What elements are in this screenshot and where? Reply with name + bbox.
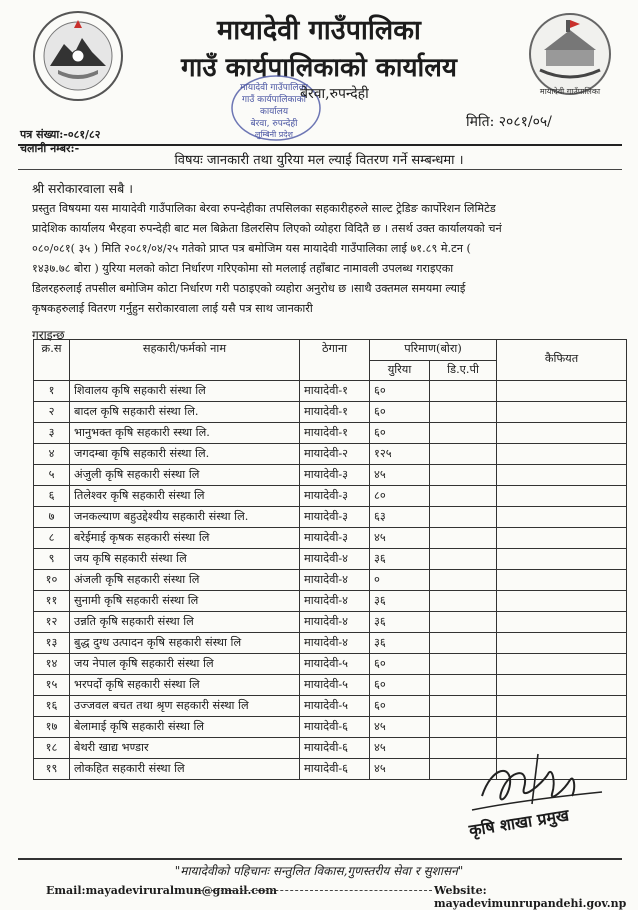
- cell-sn: ४: [34, 444, 70, 465]
- cell-sn: १३: [34, 633, 70, 654]
- cell-dap: [430, 612, 497, 633]
- table-row: [34, 423, 627, 444]
- cell-name: बरेईमाई कृषक सहकारी संस्था लि: [70, 528, 300, 549]
- cell-dap: [430, 696, 497, 717]
- stamp-line-3: कार्यालय: [259, 107, 289, 117]
- subject-divider: [18, 169, 622, 170]
- cell-dap: [430, 381, 497, 402]
- stamp-line-1: मायादेवी गाउँपालिका: [240, 83, 308, 93]
- municipality-logo-icon: [520, 10, 620, 102]
- body-line: प्रस्तुत विषयमा यस मायादेवी गाउँपालिका बेरवा रुपन्देहीका तपसिलका सहकारीहरुले साल्ट ट्रेडिङ कार्पोरेशन लिमिटेड: [32, 202, 496, 215]
- cell-dap: [430, 717, 497, 738]
- cell-urea: ६३: [370, 507, 430, 528]
- body-line: १४३७.७८ बोरा ) युरिया मलको कोटा निर्धारण गरिएकोमा सो मललाई तहाँबाट नामावली उपलब्ध गराइएका: [32, 262, 454, 275]
- header-divider: [18, 144, 622, 146]
- letter-subject: विषयः जानकारी तथा युरिया मल ल्याई वितरण गर्ने सम्बन्धमा ।: [174, 153, 464, 168]
- table-row: [34, 675, 627, 696]
- cell-dap: [430, 591, 497, 612]
- cell-name: अंजली कृषि सहकारी संस्था लि: [70, 570, 300, 591]
- cell-urea: ४५: [370, 759, 430, 780]
- cell-remarks: [497, 675, 627, 696]
- cell-address: मायादेवी-५: [300, 675, 370, 696]
- cell-sn: ९: [34, 549, 70, 570]
- header-address: ठेगाना: [300, 340, 370, 381]
- signature-designation: कृषि शाखा प्रमुख: [467, 805, 571, 840]
- cell-remarks: [497, 633, 627, 654]
- footer-motto: "मायादेवीको पहिचानः सन्तुलित विकास,गुणस्तरीय सेवा र सुशासन": [174, 864, 464, 878]
- cell-name: भरपर्दो कृषि सहकारी संस्था लि: [70, 675, 300, 696]
- body-line: डिलरहरुलाई तपसील बमोजिम कोटा निर्धारण गरी पठाइएको व्यहोरा अनुरोध छ ।साथै उक्तमल समयमा ल्याई: [32, 282, 466, 295]
- stamp-line-5: लुम्बिनी प्रदेश: [255, 130, 293, 139]
- body-line: कृषकहरुलाई वितरण गर्नुहुन सरोकारवाला लाई यसै पत्र साथ जानकारी: [32, 302, 313, 315]
- cell-address: मायादेवी-६: [300, 717, 370, 738]
- cell-urea: ६०: [370, 423, 430, 444]
- signature-icon: [452, 744, 617, 854]
- cell-sn: १४: [34, 654, 70, 675]
- cell-dap: [430, 486, 497, 507]
- table-row: [34, 444, 627, 465]
- official-stamp-icon: [226, 72, 322, 144]
- office-title-line1: मायादेवी गाउँपालिका: [217, 15, 421, 46]
- cell-sn: १५: [34, 675, 70, 696]
- cell-sn: ३: [34, 423, 70, 444]
- cell-urea: ४५: [370, 717, 430, 738]
- cell-remarks: [497, 423, 627, 444]
- cell-urea: ६०: [370, 402, 430, 423]
- cell-sn: २: [34, 402, 70, 423]
- header-urea: युरिया: [370, 360, 430, 381]
- letter-body: [32, 199, 624, 319]
- footer-email: Email:mayadeviruralmun@gmail.com: [46, 884, 277, 897]
- cell-remarks: [497, 486, 627, 507]
- cell-address: मायादेवी-१: [300, 381, 370, 402]
- cell-address: मायादेवी-६: [300, 738, 370, 759]
- cell-name: बादल कृषि सहकारी संस्था लि.: [70, 402, 300, 423]
- nepal-emblem-icon: [28, 10, 128, 102]
- cell-address: मायादेवी-४: [300, 633, 370, 654]
- cell-sn: ५: [34, 465, 70, 486]
- cell-dap: [430, 654, 497, 675]
- cell-sn: ११: [34, 591, 70, 612]
- cell-name: उज्जवल बचत तथा श्रृण सहकारी संस्था लि: [70, 696, 300, 717]
- cell-sn: १९: [34, 759, 70, 780]
- header-quantity: परिमाण(बोरा): [370, 340, 497, 361]
- cell-urea: ३६: [370, 549, 430, 570]
- cell-urea: ६०: [370, 675, 430, 696]
- table-row: [34, 549, 627, 570]
- letter-salutation: श्री सरोकारवाला सबै ।: [32, 181, 133, 196]
- cell-remarks: [497, 696, 627, 717]
- cell-sn: १२: [34, 612, 70, 633]
- cell-name: उन्नति कृषि सहकारी संस्था लि: [70, 612, 300, 633]
- stamp-line-2: गाउँ कार्यपालिकाको: [241, 95, 307, 105]
- cell-remarks: [497, 654, 627, 675]
- letter-body-tail: गराइन्छ: [32, 328, 65, 342]
- cell-name: सुनामी कृषि सहकारी संस्था लि: [70, 591, 300, 612]
- header-remarks: कैफियत: [497, 340, 627, 381]
- cell-address: मायादेवी-५: [300, 654, 370, 675]
- cell-dap: [430, 444, 497, 465]
- table-row: [34, 717, 627, 738]
- cell-address: मायादेवी-३: [300, 465, 370, 486]
- table-row: [34, 507, 627, 528]
- footer-website: Website: mayadevimunrupandehi.gov.np: [434, 884, 627, 910]
- cell-urea: ०: [370, 570, 430, 591]
- table-row: [34, 402, 627, 423]
- cell-dap: [430, 528, 497, 549]
- table-row: [34, 570, 627, 591]
- cell-dap: [430, 423, 497, 444]
- cell-address: मायादेवी-१: [300, 402, 370, 423]
- cell-name: लोकहित सहकारी संस्था लि: [70, 759, 300, 780]
- cell-urea: ३६: [370, 591, 430, 612]
- cell-dap: [430, 633, 497, 654]
- office-address: बेरवा,रुपन्देही: [300, 86, 369, 102]
- dealer-quota-table: [33, 339, 627, 780]
- cell-remarks: [497, 549, 627, 570]
- cell-dap: [430, 465, 497, 486]
- table-row: [34, 465, 627, 486]
- cell-address: मायादेवी-३: [300, 507, 370, 528]
- cell-name: अंजुली कृषि सहकारी संस्था लि: [70, 465, 300, 486]
- cell-sn: १७: [34, 717, 70, 738]
- cell-address: मायादेवी-६: [300, 759, 370, 780]
- table-row: [34, 486, 627, 507]
- cell-urea: ४५: [370, 465, 430, 486]
- cell-sn: १८: [34, 738, 70, 759]
- dispatch-number: चलानी नम्बर:-: [20, 142, 80, 155]
- table-row: [34, 696, 627, 717]
- cell-urea: ६०: [370, 654, 430, 675]
- table-body: [34, 381, 627, 780]
- cell-urea: ४५: [370, 528, 430, 549]
- table-row: [34, 633, 627, 654]
- cell-sn: ६: [34, 486, 70, 507]
- cell-remarks: [497, 507, 627, 528]
- cell-address: मायादेवी-४: [300, 549, 370, 570]
- cell-name: बुद्ध दुग्ध उत्पादन कृषि सहकारी संस्था लि: [70, 633, 300, 654]
- table-row: [34, 381, 627, 402]
- cell-remarks: [497, 570, 627, 591]
- cell-sn: १०: [34, 570, 70, 591]
- cell-dap: [430, 675, 497, 696]
- cell-sn: ७: [34, 507, 70, 528]
- cell-urea: ६०: [370, 381, 430, 402]
- cell-name: तिलेश्वर कृषि सहकारी संस्था लि: [70, 486, 300, 507]
- cell-remarks: [497, 717, 627, 738]
- cell-address: मायादेवी-४: [300, 570, 370, 591]
- cell-name: बेथरी खाद्य भण्डार: [70, 738, 300, 759]
- cell-urea: ३६: [370, 633, 430, 654]
- cell-address: मायादेवी-२: [300, 444, 370, 465]
- stamp-line-4: बेरवा, रुपन्देही: [250, 119, 298, 129]
- cell-name: बेलामाई कृषि सहकारी संस्था लि: [70, 717, 300, 738]
- header-dap: डि.ए.पी: [430, 360, 497, 381]
- footer-dash-line: [196, 890, 432, 891]
- cell-address: मायादेवी-४: [300, 591, 370, 612]
- cell-remarks: [497, 612, 627, 633]
- cell-urea: ८०: [370, 486, 430, 507]
- cell-address: मायादेवी-४: [300, 612, 370, 633]
- right-logo-text: मायादेवी गाउँपालिका: [539, 87, 601, 96]
- cell-remarks: [497, 528, 627, 549]
- cell-urea: १२५: [370, 444, 430, 465]
- body-line: ०८०/०८१( ३५ ) मिति २०८१/०४/२५ गतेको प्राप्त पत्र बमोजिम यस मायादेवी गाउँपालिका लाई ७१.८९ मे.टन (: [32, 242, 471, 255]
- cell-remarks: [497, 381, 627, 402]
- cell-remarks: [497, 465, 627, 486]
- cell-name: जय नेपाल कृषि सहकारी संस्था लि: [70, 654, 300, 675]
- cell-urea: ३६: [370, 612, 430, 633]
- header-name: सहकारी/फर्मको नाम: [70, 340, 300, 381]
- cell-dap: [430, 402, 497, 423]
- cell-urea: ६०: [370, 696, 430, 717]
- letter-number: पत्र संख्या:-०८१/८२: [20, 128, 101, 141]
- cell-dap: [430, 570, 497, 591]
- cell-name: भानुभक्त कृषि सहकारी स्स्था लि.: [70, 423, 300, 444]
- cell-name: जगदम्बा कृषि सहकारी संस्था लि.: [70, 444, 300, 465]
- cell-name: जनकल्याण बहुउद्देश्यीय सहकारी संस्था लि.: [70, 507, 300, 528]
- cell-dap: [430, 549, 497, 570]
- cell-address: मायादेवी-५: [300, 696, 370, 717]
- cell-remarks: [497, 444, 627, 465]
- table-row: [34, 528, 627, 549]
- cell-name: जय कृषि सहकारी संस्था लि: [70, 549, 300, 570]
- table-row: [34, 591, 627, 612]
- letter-date: मिति: २०८१/०५/: [466, 114, 552, 130]
- cell-name: शिवालय कृषि सहकारी संस्था लि: [70, 381, 300, 402]
- cell-remarks: [497, 402, 627, 423]
- cell-dap: [430, 507, 497, 528]
- cell-address: मायादेवी-३: [300, 486, 370, 507]
- cell-sn: ८: [34, 528, 70, 549]
- office-title-line2: गाउँ कार्यपालिकाको कार्यालय: [181, 53, 457, 83]
- body-line: प्रादेशिक कार्यालय भैरहवा रुपन्देही बाट मल बिक्रेता डिलरसिप लिएको व्योहरा विदितै छ । तसर्थ उक्त कार्यालयको चनं: [32, 222, 502, 235]
- cell-urea: ४५: [370, 738, 430, 759]
- table-row: [34, 654, 627, 675]
- cell-remarks: [497, 591, 627, 612]
- footer-divider: [18, 858, 622, 860]
- header-sn: क्र.स: [34, 340, 70, 381]
- cell-sn: १६: [34, 696, 70, 717]
- cell-address: मायादेवी-३: [300, 528, 370, 549]
- cell-address: मायादेवी-१: [300, 423, 370, 444]
- cell-sn: १: [34, 381, 70, 402]
- table-row: [34, 612, 627, 633]
